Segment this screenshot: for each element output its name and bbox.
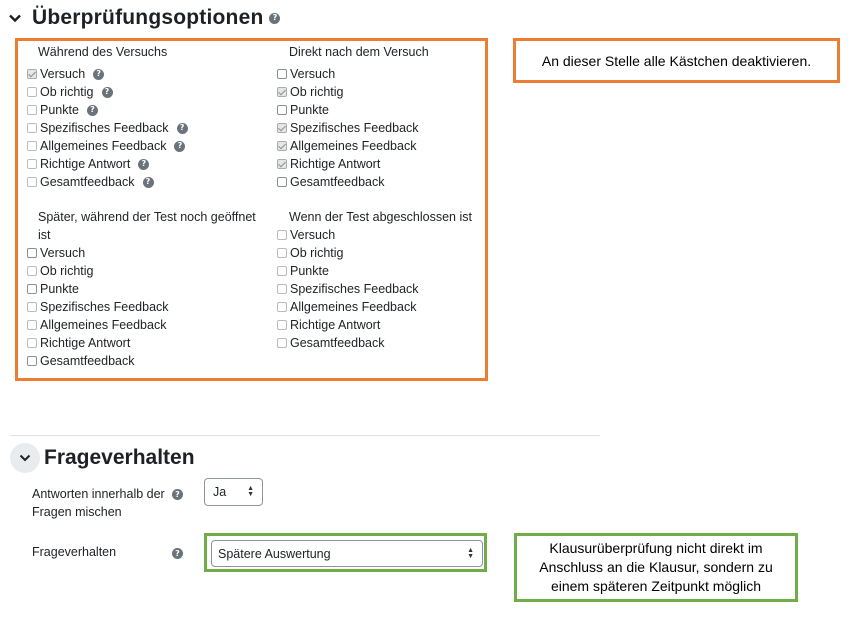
option-label: Punkte — [290, 103, 329, 117]
checkbox[interactable] — [277, 248, 287, 258]
option-label: Versuch — [290, 228, 336, 242]
option-label: Spezifisches Feedback — [290, 121, 419, 135]
checkbox[interactable] — [277, 302, 287, 312]
help-icon[interactable]: ? — [172, 548, 183, 559]
option-richtige-antwort[interactable] — [277, 155, 429, 173]
checkbox[interactable] — [27, 356, 37, 366]
option-punkte[interactable] — [27, 101, 188, 119]
option-label: Punkte — [40, 282, 79, 296]
column-later-while-open — [38, 208, 263, 370]
option-label: Richtige Antwort — [290, 157, 381, 171]
checkbox[interactable] — [27, 320, 37, 330]
option-label: Versuch — [40, 67, 86, 81]
option-allgemeines-feedback[interactable] — [277, 137, 429, 155]
option-label: Ob richtig — [290, 246, 344, 260]
option-ob-richtig[interactable] — [277, 244, 472, 262]
option-label: Ob richtig — [290, 85, 344, 99]
shuffle-answers-select[interactable] — [204, 478, 263, 506]
question-behaviour-title: Frageverhalten — [44, 446, 195, 469]
checkbox[interactable] — [277, 266, 287, 276]
checkbox[interactable] — [27, 266, 37, 276]
annotation-deactivate-all: An dieser Stelle alle Kästchen deaktivieren. — [513, 38, 840, 83]
checkbox[interactable] — [277, 230, 287, 240]
option-label: Richtige Antwort — [40, 336, 131, 350]
help-icon[interactable]: ? — [174, 141, 185, 152]
option-label: Punkte — [290, 264, 329, 278]
checkbox[interactable] — [27, 123, 37, 133]
help-icon[interactable]: ? — [138, 159, 149, 170]
checkbox[interactable] — [27, 159, 37, 169]
option-label: Gesamtfeedback — [40, 354, 135, 368]
option-versuch[interactable] — [27, 244, 263, 262]
option-label: Versuch — [290, 67, 336, 81]
select-value: Spätere Auswertung — [218, 546, 331, 561]
option-label: Allgemeines Feedback — [40, 318, 167, 332]
option-spezifisches-feedback[interactable] — [27, 119, 188, 137]
option-punkte[interactable] — [277, 101, 429, 119]
option-allgemeines-feedback[interactable] — [27, 316, 263, 334]
help-icon[interactable]: ? — [172, 489, 183, 500]
checkbox[interactable] — [277, 159, 287, 169]
option-label: Allgemeines Feedback — [40, 139, 167, 153]
option-punkte[interactable] — [27, 280, 263, 298]
option-label: Richtige Antwort — [290, 318, 381, 332]
option-gesamtfeedback[interactable] — [27, 173, 188, 191]
option-label: Spezifisches Feedback — [40, 121, 169, 135]
checkbox[interactable] — [27, 302, 37, 312]
annotation-deferred-review: Klausurüberprüfung nicht direkt im Anschluss an die Klausur, sondern zu einem späteren Zeitpunkt möglich — [514, 533, 798, 602]
chevron-down-icon[interactable] — [8, 11, 22, 25]
option-richtige-antwort[interactable] — [27, 334, 263, 352]
option-label: Allgemeines Feedback — [290, 139, 417, 153]
option-label: Spezifisches Feedback — [290, 282, 419, 296]
column-heading: Später, während der Test noch geöffnet ist — [38, 210, 256, 242]
column-after-closed — [289, 208, 472, 352]
option-punkte[interactable] — [277, 262, 472, 280]
behaviour-select-highlight — [204, 533, 487, 572]
question-behaviour-header[interactable] — [10, 443, 195, 473]
select-arrows-icon: ▲ ▼ — [247, 485, 254, 498]
column-heading: Direkt nach dem Versuch — [289, 45, 429, 59]
option-ob-richtig[interactable] — [277, 83, 429, 101]
option-richtige-antwort[interactable] — [277, 316, 472, 334]
help-icon[interactable]: ? — [143, 177, 154, 188]
help-icon[interactable]: ? — [87, 105, 98, 116]
checkbox[interactable] — [27, 284, 37, 294]
select-arrows-icon: ▲ ▼ — [467, 547, 474, 560]
checkbox[interactable] — [277, 105, 287, 115]
option-label: Gesamtfeedback — [290, 336, 385, 350]
option-gesamtfeedback[interactable] — [277, 173, 429, 191]
option-richtige-antwort[interactable] — [27, 155, 188, 173]
option-label: Richtige Antwort — [40, 157, 131, 171]
column-heading: Während des Versuchs — [38, 45, 168, 59]
checkbox[interactable] — [277, 284, 287, 294]
option-versuch[interactable] — [27, 65, 188, 83]
shuffle-answers-label: Antworten innerhalb der Fragen mischen — [32, 487, 165, 519]
option-spezifisches-feedback[interactable] — [277, 119, 429, 137]
checkbox[interactable] — [277, 338, 287, 348]
checkbox[interactable] — [277, 177, 287, 187]
checkbox[interactable] — [27, 87, 37, 97]
checkbox[interactable] — [277, 320, 287, 330]
option-spezifisches-feedback[interactable] — [27, 298, 263, 316]
question-behaviour-label: Frageverhalten — [32, 545, 117, 559]
review-options-title: Überprüfungsoptionen — [32, 6, 264, 29]
checkbox[interactable] — [277, 141, 287, 151]
option-allgemeines-feedback[interactable] — [27, 137, 188, 155]
column-heading: Wenn der Test abgeschlossen ist — [289, 210, 472, 224]
option-ob-richtig[interactable] — [27, 262, 263, 280]
option-allgemeines-feedback[interactable] — [277, 298, 472, 316]
option-label: Punkte — [40, 103, 79, 117]
question-behaviour-select[interactable] — [211, 540, 483, 567]
option-gesamtfeedback[interactable] — [27, 352, 263, 370]
option-gesamtfeedback[interactable] — [277, 334, 472, 352]
option-label: Gesamtfeedback — [290, 175, 385, 189]
checkbox[interactable] — [277, 123, 287, 133]
option-label: Ob richtig — [40, 264, 94, 278]
section-divider — [10, 435, 600, 436]
help-icon[interactable]: ? — [269, 13, 280, 24]
review-options-header[interactable] — [8, 6, 280, 30]
option-versuch[interactable] — [277, 226, 472, 244]
help-icon[interactable]: ? — [102, 87, 113, 98]
checkbox[interactable] — [27, 141, 37, 151]
checkbox[interactable] — [27, 338, 37, 348]
checkbox[interactable] — [27, 177, 37, 187]
option-ob-richtig[interactable] — [27, 83, 188, 101]
checkbox[interactable] — [277, 87, 287, 97]
checkbox[interactable] — [27, 105, 37, 115]
option-versuch[interactable] — [277, 65, 429, 83]
option-label: Spezifisches Feedback — [40, 300, 169, 314]
column-during-attempt — [38, 44, 188, 191]
help-icon[interactable]: ? — [93, 69, 104, 80]
option-label: Allgemeines Feedback — [290, 300, 417, 314]
help-icon[interactable]: ? — [177, 123, 188, 134]
checkbox[interactable] — [27, 248, 37, 258]
checkbox[interactable] — [27, 69, 37, 79]
option-label: Ob richtig — [40, 85, 94, 99]
option-label: Versuch — [40, 246, 86, 260]
column-immediately-after — [289, 44, 429, 191]
chevron-down-icon[interactable] — [10, 443, 40, 473]
checkbox[interactable] — [277, 69, 287, 79]
select-value: Ja — [213, 485, 227, 499]
option-spezifisches-feedback[interactable] — [277, 280, 472, 298]
option-label: Gesamtfeedback — [40, 175, 135, 189]
